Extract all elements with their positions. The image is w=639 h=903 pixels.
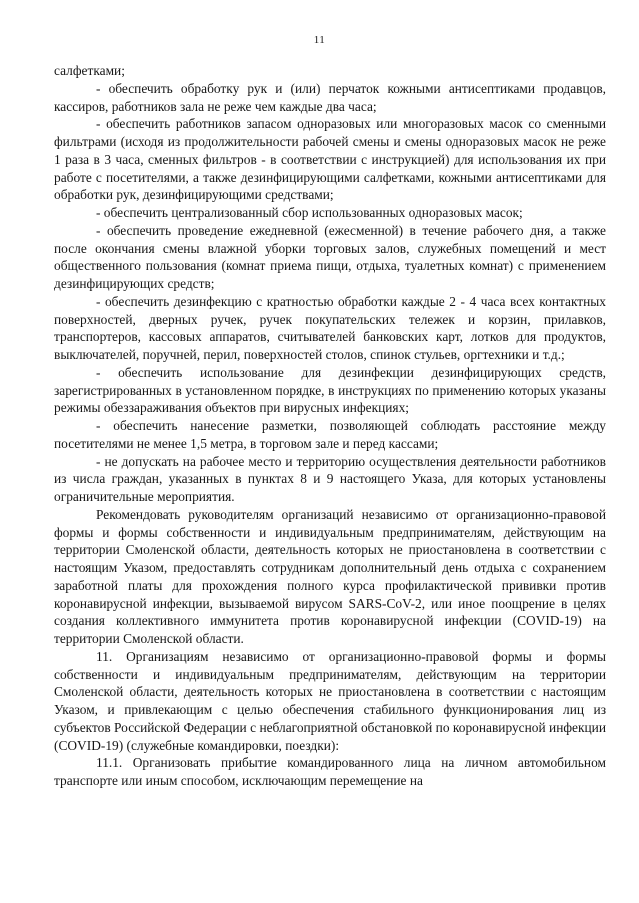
list-item-worker-restriction: - не допускать на рабочее место и территорию осуществления деятельности работников из числа граждан, указанных в пунктах 8 и 9 настоящего Указа, для которых установлены ограничительные мероприятия.: [54, 453, 606, 504]
paragraph-continuation: салфетками;: [54, 63, 125, 78]
list-item-masks-supply: - обеспечить работников запасом одноразовых или многоразовых масок со сменными фильтрами (исходя из продолжительности рабочей смены и смены одноразовых масок не реже 1 раза в 3 часа, сменных фильтров - в соответствии с инструкцией) для использования их при работе с посетителями, а также дезинфицирующими салфетками, кожными антисептиками для обработки рук, дезинфицирующими средствами;: [54, 116, 606, 203]
list-item-distance-marking: - обеспечить нанесение разметки, позволяющей соблюдать расстояние между посетителями не менее 1,5 метра, в торговом зале и перед кассами;: [54, 418, 606, 451]
list-item-disinfectant-use: - обеспечить использование для дезинфекции дезинфицирующих средств, зарегистрированных в установленном порядке, в инструкциях по применению которых указаны режимы обеззараживания объектов при вирусных инфекциях;: [54, 364, 606, 416]
list-item-hand-sanitizing: - обеспечить обработку рук и (или) перчаток кожными антисептиками продавцов, кассиров, работников зала не реже чем каждые два часа;: [54, 80, 606, 114]
paragraph-section-11-1: 11.1. Организовать прибытие командированного лица на личном автомобильном транспорте или иным способом, исключающим перемещение на: [54, 755, 606, 788]
document-body: [54, 62, 606, 790]
paragraph-recommendation: Рекомендовать руководителям организаций независимо от организационно-правовой формы и формы собственности и индивидуальным предпринимателям, действующим на территории Смоленской области, деятельность которых не приостановлена в соответствии с настоящим Указом, предоставлять сотрудникам дополнительный день отдыха с сохранением заработной платы для прохождения полного курса профилактической прививки против коронавирусной инфекции, вызываемой вирусом SARS-CoV-2, или иное поощрение в целях создания коллективного иммунитета против коронавирусной инфекции (COVID-19) на территории Смоленской области.: [54, 506, 606, 646]
page-number: 11: [313, 34, 326, 46]
list-item-wet-cleaning: - обеспечить проведение ежедневной (ежесменной) в течение рабочего дня, а также после окончания смены влажной уборки торговых залов, служебных помещений и мест общественного пользования (комнат приема пищи, отдыха, туалетных комнат) с применением дезинфицирующих средств;: [54, 222, 606, 291]
list-item-surface-disinfection: - обеспечить дезинфекцию с кратностью обработки каждые 2 - 4 часа всех контактных поверхностей, дверных ручек, ручек покупательских тележек и корзин, прилавков, транспортеров, кассовых аппаратов, считывателей банковских карт, лотков для продуктов, выключателей, поручней, перил, поверхностей столов, спинок стульев, оргтехники и т.д.;: [54, 293, 606, 362]
list-item-mask-collection: - обеспечить централизованный сбор использованных одноразовых масок;: [96, 205, 523, 220]
paragraph-section-11: 11. Организациям независимо от организационно-правовой формы и формы собственности и индивидуальным предпринимателям, действующим на территории Смоленской области, деятельность которых не приостановлена в соответствии с настоящим Указом, и привлекающим с целью обеспечения стабильного функционирования лиц из субъектов Российской Федерации с неблагоприятной обстановкой по коронавирусной инфекции (COVID-19) (служебные командировки, поездки):: [54, 648, 606, 753]
